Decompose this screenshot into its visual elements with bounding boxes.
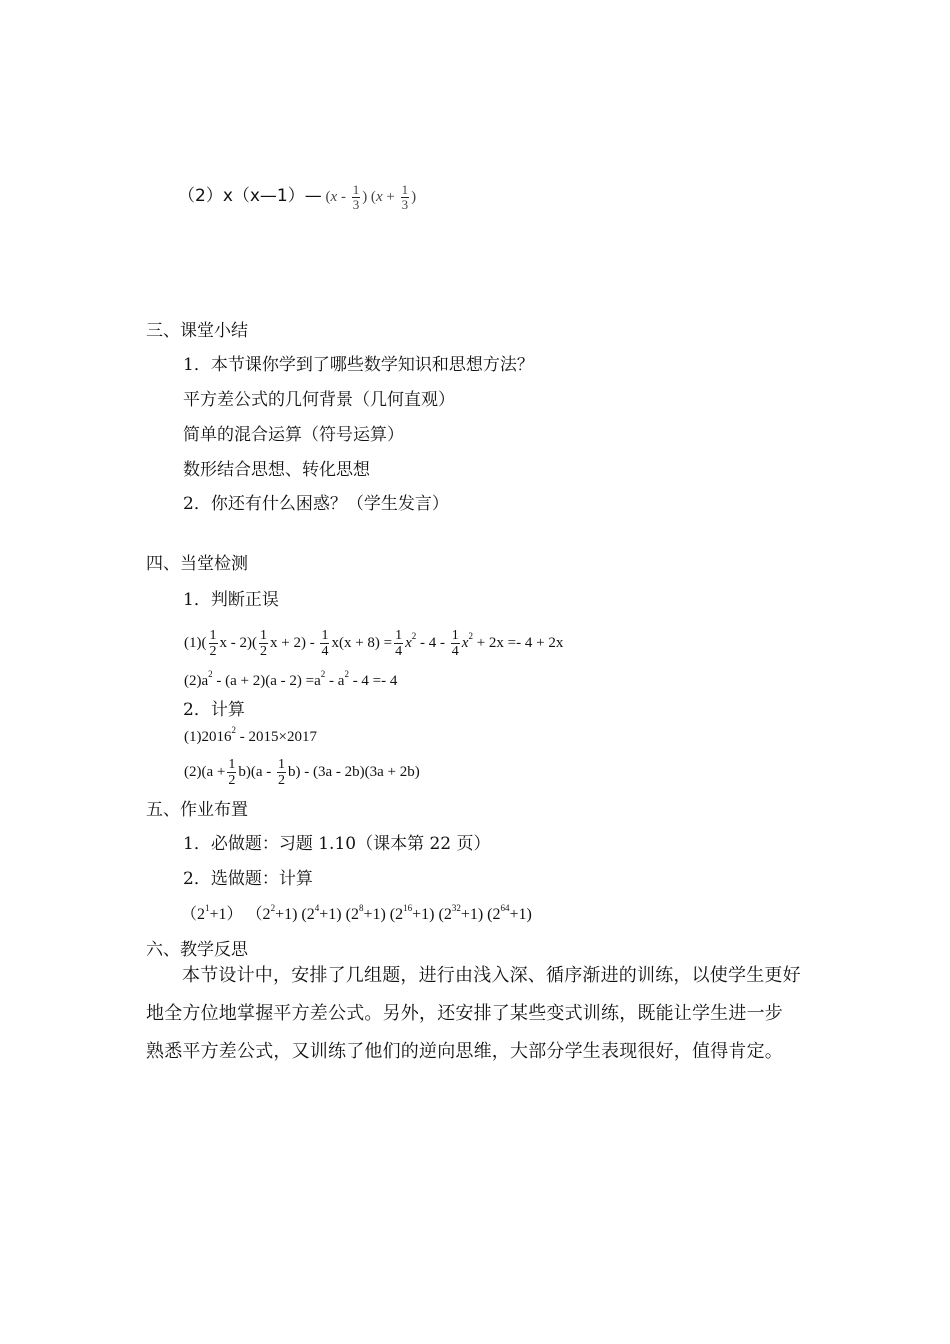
fraction: $\frac{1}{4}$	[395, 628, 403, 660]
paren: )	[411, 189, 417, 205]
section-4-heading: 四、当堂检测	[146, 554, 248, 574]
section-3-heading: 三、课堂小结	[146, 321, 248, 341]
equation-2: $(2)a^2 - (a + 2)(a - 2) =a^2 - a^2 - 4 =- 4$	[184, 669, 398, 689]
problem-2	[178, 178, 416, 214]
fraction: $\frac{1}{2}$	[228, 757, 236, 789]
paren: (	[325, 189, 331, 205]
factor: $(2^4+1)$	[301, 903, 342, 923]
calc-1: (1)2016$^2$ - 2015×2017	[184, 725, 317, 745]
section-5-heading: 五、作业布置	[146, 800, 248, 820]
equation-1: (1)( $\frac{1}{2}$ x - 2)( $\frac{1}{2}$ x + 2) - $\frac{1}{4}$ x(x + 8) = $\frac{1}{4}$ $x^2 - 4$ - $\frac{1}{4}$ $x^2 + 2x =- 4 + 2x$	[184, 628, 564, 660]
fraction-one-third: $\frac{1}{3}$	[352, 182, 360, 213]
paren: ) (	[362, 189, 376, 205]
reflection-paragraph	[146, 957, 806, 1071]
reflection-line-1: 本节设计中，安排了几组题，进行由浅入深、循序渐进的训练，以使学生更好	[182, 965, 801, 986]
fraction: $\frac{1}{4}$	[321, 628, 329, 660]
factor: $(2^2+1)$	[246, 903, 298, 923]
calc-2: (2)(a + $\frac{1}{2}$ b)(a - $\frac{1}{2}$ b) - (3a - 2b)(3a + 2b)	[184, 757, 420, 789]
power-product-expression	[181, 904, 532, 926]
section-3-line-1: 平方差公式的几何背景（几何直观）	[183, 390, 455, 410]
factor: $(2^{32}+1)$	[438, 903, 484, 923]
section-6-heading: 六、教学反思	[146, 940, 248, 960]
fraction: $\frac{1}{2}$	[209, 628, 217, 660]
section-5-item-1: 1．必做题：习题 1.10（课本第 22 页）	[183, 834, 491, 854]
factor: $(2^1+1)$	[181, 903, 243, 923]
operator: -	[337, 189, 350, 205]
section-5-item-2: 2．选做题：计算	[183, 869, 313, 889]
factor: $(2^{16}+1)$	[389, 903, 435, 923]
fraction: $\frac{1}{2}$	[278, 757, 286, 789]
problem-2-label: （2）x（x—1）—	[178, 186, 322, 206]
section-3-line-3: 数形结合思想、转化思想	[183, 460, 370, 480]
var-x: x	[375, 189, 383, 205]
section-3-line-2: 简单的混合运算（符号运算）	[183, 425, 404, 445]
fraction-one-third: $\frac{1}{3}$	[401, 182, 409, 213]
factor: $(2^8+1)$	[345, 903, 386, 923]
section-4-item-1: 1．判断正误	[183, 590, 279, 610]
reflection-line-2: 地全方位地掌握平方差公式。另外，还安排了某些变式训练，既能让学生进一步	[146, 1003, 783, 1024]
fraction: $\frac{1}{4}$	[451, 628, 459, 660]
fraction: $\frac{1}{2}$	[260, 628, 267, 660]
factor: $(2^{64}+1)$	[487, 903, 532, 923]
reflection-line-3: 熟悉平方差公式，又训练了他们的逆向思维，大部分学生表现很好，值得肯定。	[146, 1041, 783, 1062]
section-4-item-2: 2．计算	[183, 700, 245, 720]
var-x: x	[330, 189, 338, 205]
section-3-item-2: 2．你还有什么困惑？（学生发言）	[183, 494, 449, 514]
operator: +	[382, 189, 399, 205]
section-3-item-1: 1．本节课你学到了哪些数学知识和思想方法？	[183, 355, 534, 375]
